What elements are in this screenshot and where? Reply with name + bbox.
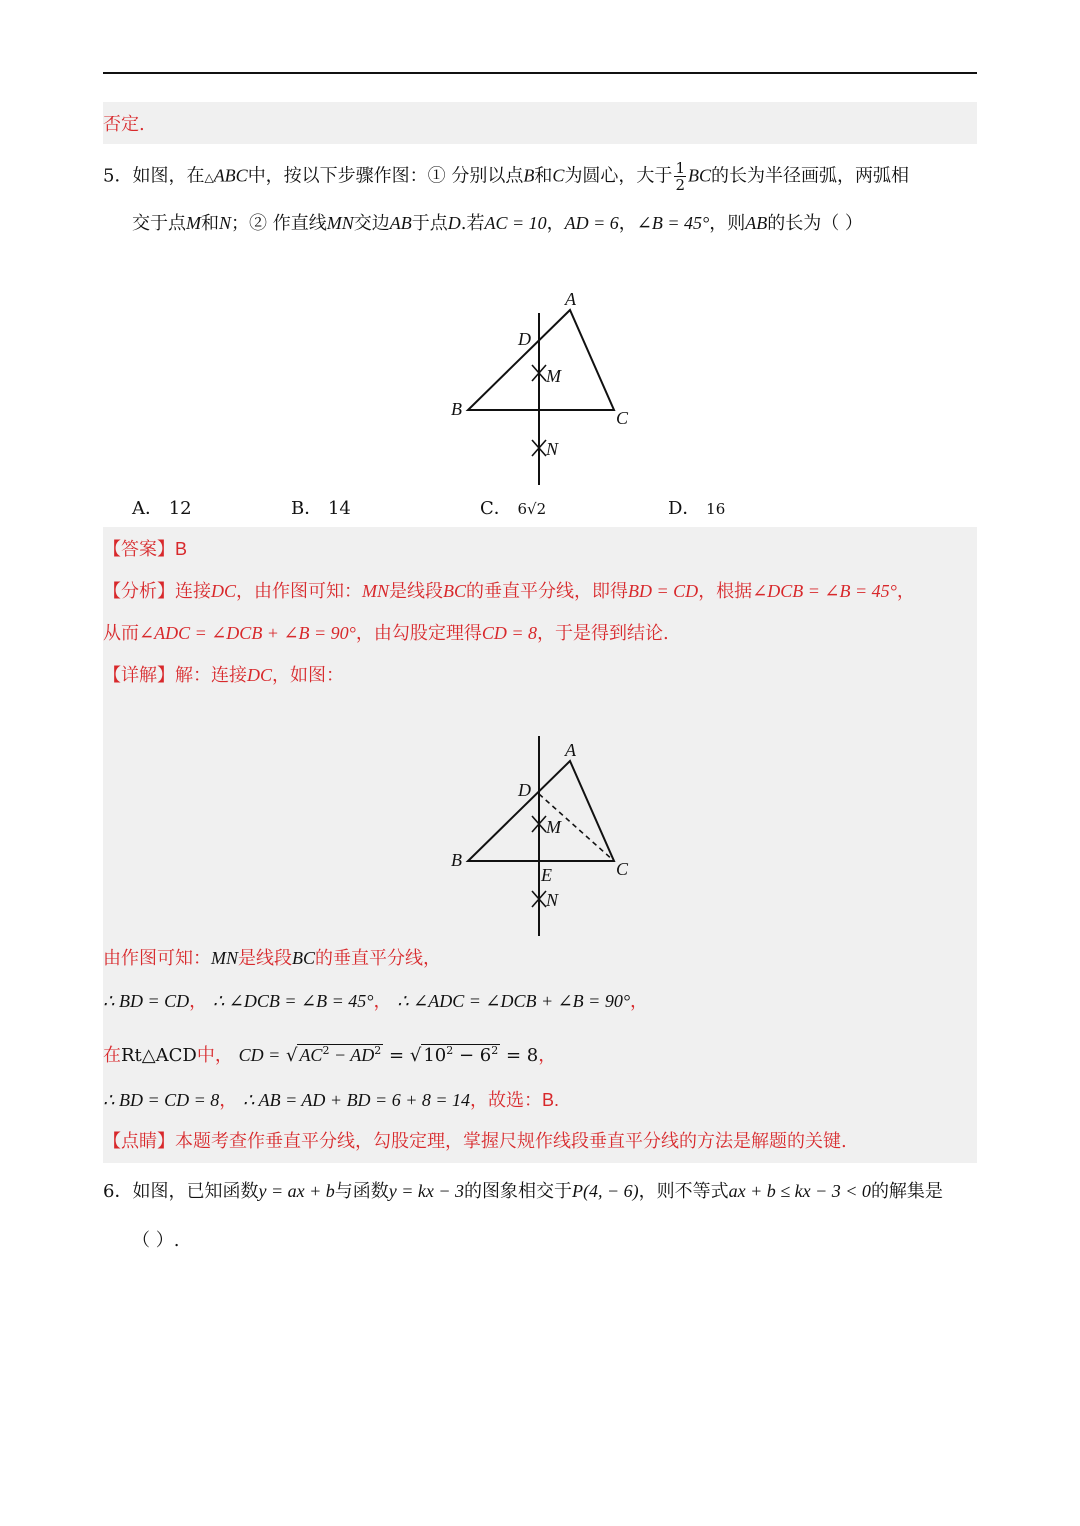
label-d: D bbox=[518, 329, 531, 349]
label-m-2: M bbox=[546, 817, 561, 837]
option-d[interactable]: D． 16 bbox=[668, 498, 726, 519]
label-c: C bbox=[616, 408, 629, 428]
triangle-abc-2 bbox=[468, 761, 614, 861]
label-a: A bbox=[565, 289, 576, 309]
option-c[interactable]: C． 6√2 bbox=[480, 498, 547, 519]
comment-line: 【点睛】本题考查作垂直平分线，勾股定理，掌握尺规作线段垂直平分线的方法是解题的关键. bbox=[103, 1131, 847, 1152]
label-n-2: N bbox=[546, 890, 559, 910]
label-n: N bbox=[546, 439, 559, 459]
q5-line2: 交于点M和N；② 作直线MN交边AB于点D.若AC = 10，AD = 6，∠B = 45°，则AB的长为（ ） bbox=[132, 213, 863, 234]
q6-line1: 6．如图，已知函数y = ax + b与函数y = kx − 3的图象相交于P(4, − 6)，则不等式ax + b ≤ kx − 3 < 0的解集是 bbox=[103, 1181, 943, 1202]
detail-step2: ∴ BD = CD， ∴ ∠DCB = ∠B = 45°， ∴ ∠ADC = ∠DCB + ∠B = 90°， bbox=[103, 991, 649, 1012]
prev-tail: 否定. bbox=[103, 114, 145, 135]
q5-line1: 5．如图，在△ABC中，按以下步骤作图：① 分别以点B和C为圆心，大于 $\frac{1}{2}$ BC的长为半径画弧，两弧相 bbox=[103, 159, 909, 194]
label-b: B bbox=[451, 399, 462, 419]
detail-line1: 【详解】解：连接DC，如图： bbox=[103, 665, 345, 686]
label-m: M bbox=[546, 366, 561, 386]
label-d-2: D bbox=[518, 780, 531, 800]
analysis-line1: 【分析】连接DC，由作图可知：MN是线段BC的垂直平分线，即得BD = CD，根据∠DCB = ∠B = 45°， bbox=[103, 581, 915, 602]
label-e: E bbox=[541, 865, 552, 885]
option-a[interactable]: A． 12 bbox=[132, 498, 192, 519]
label-c-2: C bbox=[616, 859, 629, 879]
detail-step1: 由作图可知：MN是线段BC的垂直平分线， bbox=[103, 948, 442, 969]
header-rule bbox=[103, 72, 977, 74]
detail-step3: 在Rt△ACD中， CD = √ $AC^2 - AD^2$ = √ $10^2 - 6^2 = 8$， bbox=[103, 1044, 557, 1066]
answer-line: 【答案】B bbox=[103, 539, 188, 560]
label-a-2: A bbox=[565, 740, 576, 760]
q6-line2: （ ）. bbox=[132, 1230, 180, 1251]
detail-step4: ∴ BD = CD = 8， ∴ AB = AD + BD = 6 + 8 = 14，故选：B. bbox=[103, 1090, 560, 1111]
label-b-2: B bbox=[451, 850, 462, 870]
prev-answer-box bbox=[103, 102, 977, 144]
option-b[interactable]: B． 14 bbox=[291, 498, 351, 519]
fraction-half: $\frac{1}{2}$ bbox=[675, 159, 685, 194]
figure-triangle-2 bbox=[440, 736, 640, 941]
triangle-abc bbox=[468, 310, 614, 410]
analysis-line2: 从而∠ADC = ∠DCB + ∠B = 90°，由勾股定理得CD = 8，于是得到结论. bbox=[103, 623, 669, 644]
figure-triangle-1 bbox=[440, 285, 640, 490]
